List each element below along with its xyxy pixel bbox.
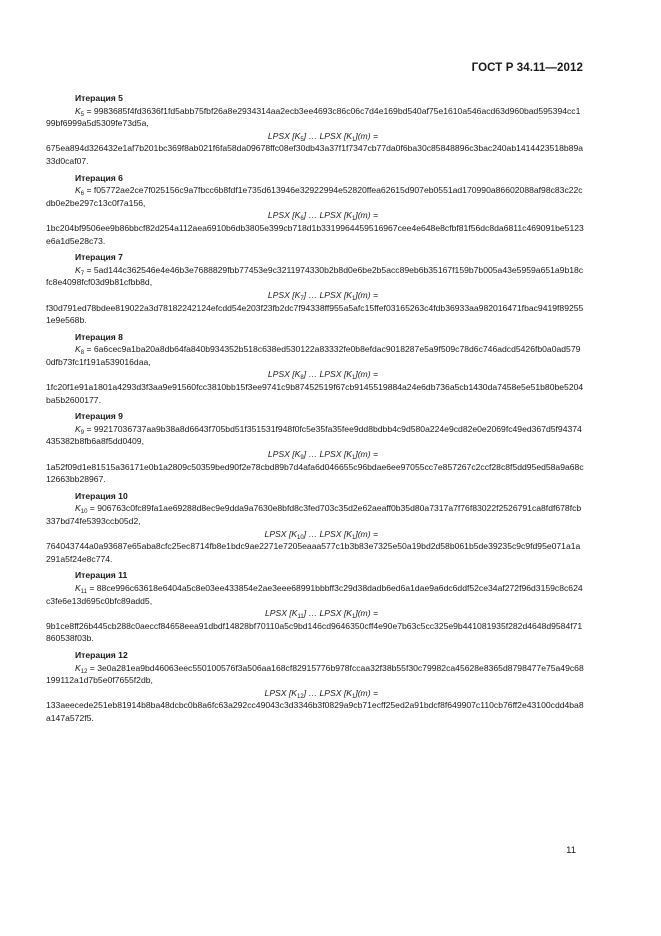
lpsx-formula [75,130,585,143]
iteration-result: 1fc20f1e91a1801a4293d3f3aa9e91560fcc3810bb15f3ee9741c9b87452519f67cb9145519884a24e6db736a5cb1430da7458e5e51b80be5204ba5b2600177. [46,382,584,405]
formula-subscript: 10 [297,534,304,541]
formula-subscript: 7 [300,295,304,302]
iteration-block [46,569,585,645]
formula-prefix: LPSX [K [267,130,301,141]
iteration-title: Итерация 8 [75,331,123,342]
k-subscript: 11 [80,588,87,595]
formula-middle: ] … LPSX [K [303,369,352,380]
iteration-title: Итерация 7 [75,252,123,263]
formula-middle: ] … LPSX [K [303,130,352,141]
iteration-result: 1bc204bf9506ee9b86bbcf82d254a112aea6910b6db3805e399cb718d1b3319964459516967cee4e648e8cfbf81f56dc8da6811c469091be5123e6a1d5e28c73. [46,222,584,246]
formula-middle: ] … LPSX [K [303,449,352,460]
k-symbol: K [75,423,81,434]
formula-subscript: 8 [300,375,304,382]
k-subscript: 8 [80,350,85,357]
k-symbol: K [75,344,81,355]
lpsx-formula [75,289,585,302]
iteration-block [46,649,585,725]
formula-middle: ] … LPSX [K [303,687,352,698]
standard-header: ГОСТ Р 34.11—2012 [471,62,583,74]
lpsx-formula [75,368,585,381]
k-hex: 88ce996c63618e6404a5c8e03ee433854e2ae3eee68991bbbff3c29d38dadb6ed6a1dae9a6dc6ddf52ce34af272f96d3159c8c624c3fe6e13d695c0bfc89add5, [46,582,583,606]
iteration-result: 764043744a0a93687e65aba8cfc25ec8714fb8e1bdc9ae2271e7205eaaa577c1b3b83e7325e50a19bd2d58b061b5de39235c9c9fd95e071a1a291a5f24e8c774. [46,541,581,564]
k-equals: = [86,582,97,593]
k-subscript: 5 [80,111,85,118]
round-key-value [46,582,585,607]
iterations-list [46,92,585,729]
iteration-result: 9b1ce8ff26b445cb288c0aeccf84658eea91dbdf14828bf70110a5c9bd146cd9646350cff4e90e7b63c5cc325e9b441081935f282d4648d9584f71860538f03b. [46,620,583,644]
k-symbol: K [75,503,81,514]
iteration-block [46,92,585,168]
k-hex: 9983685f4fd3636f1fd5abb75fbf26a8e2934314aa2ecb3ee4693c86c06c7d4e169bd540af75e1610a546acd63d960bad595394cc199bf6999a5d5309fe73d5a, [46,105,581,129]
k-equals: = [84,185,94,196]
formula-prefix: LPSX [K [265,608,298,619]
formula-subscript-1: 1 [351,295,356,302]
iteration-title: Итерация 5 [75,93,123,103]
formula-suffix: ](m) = [355,210,378,221]
iteration-title: Итерация 9 [75,411,123,422]
k-symbol: K [75,582,81,593]
k-equals: = [84,344,94,355]
lpsx-formula [75,607,585,620]
k-hex: 99217036737aa9b38a8d6643f705bd51f351531f948f0fc5e35fa35fee9dd8bdbb4c9d580a224e9cd82e0e2069fc49ed367d5f94374435382b8fb6a8f5dd0409, [46,423,582,447]
iteration-result: 1a52f09d1e81515a36171e0b1a2809c50359bed90f2e78cbd89b7d4afa6d046655c96bdae6ee97055cc7e857267c2ccf28c8f5dd95ed58a9a68c12663bb28967. [46,461,584,485]
iteration-title: Итерация 11 [75,570,128,581]
formula-suffix: ](m) = [355,289,378,300]
k-equals: = [84,105,94,116]
iteration-title: Итерация 12 [75,649,128,660]
round-key-value [46,423,585,448]
formula-subscript: 9 [300,455,304,462]
formula-subscript-1: 1 [351,534,356,541]
formula-subscript-1: 1 [351,455,356,462]
k-equals: = [87,662,98,673]
k-hex: f05772ae2ce7f025156c9a7fbcc6b8fdf1e735d613946e32922994e52820ffea62615d907eb0551ad170990a86602088af98c83c22cdb0e2be297c13c0f7a156, [46,185,583,208]
round-key-value [46,502,585,527]
formula-subscript-1: 1 [351,614,356,621]
formula-subscript: 12 [297,693,304,700]
k-symbol: K [75,264,81,275]
formula-suffix: ](m) = [355,369,378,380]
iteration-block [46,251,585,327]
k-subscript: 9 [80,429,85,436]
page-number: 11 [566,845,576,856]
formula-prefix: LPSX [K [267,210,301,221]
iteration-block [46,331,585,407]
k-symbol: K [75,185,81,196]
round-key-value [46,662,585,687]
iteration-block [46,490,585,566]
iteration-result: 675ea894d326432e1af7b201bc369f8ab021f6fa58da09678ffc08ef30db43a37f1f7347cb77da0f6ba30c85848896c3bac240ab1414423518b89a33d0caf07. [46,143,584,166]
iteration-block [46,410,585,486]
k-equals: = [84,264,94,275]
round-key-value [46,343,585,368]
k-subscript: 6 [80,191,85,198]
formula-middle: ] … LPSX [K [303,528,352,539]
k-subscript: 12 [80,668,88,675]
formula-suffix: ](m) = [355,130,378,141]
formula-suffix: ](m) = [355,449,378,460]
k-symbol: K [75,105,81,116]
formula-subscript: 5 [300,136,304,143]
k-hex: 906763c0fc89fa1ae69288d8ec9e9dda9a7630e8bfd8c3fed703c35d2e62aeaff0b35d80a7317a7f76f83022f2526791ca8fdf678fcb337bd74fe5393ccb05d2, [46,503,582,526]
lpsx-formula [75,209,585,222]
formula-prefix: LPSX [K [264,528,298,539]
formula-subscript-1: 1 [351,375,356,382]
formula-suffix: ](m) = [355,608,378,619]
iteration-title: Итерация 10 [75,490,128,501]
round-key-value [46,105,585,130]
formula-middle: ] … LPSX [K [303,608,352,619]
formula-subscript: 6 [300,216,304,223]
lpsx-formula [75,687,585,700]
round-key-value [46,264,585,289]
formula-suffix: ](m) = [355,528,378,539]
formula-subscript-1: 1 [351,693,356,700]
formula-prefix: LPSX [K [267,449,301,460]
lpsx-formula [75,528,585,541]
iteration-title: Итерация 6 [75,172,123,183]
k-hex: 3e0a281ea9bd46063eec550100576f3a506aa168cf82915776b978fccaa32f38b55f30c79982ca45628e8365d8798477e75a49c68199112a1d7b5e0f7655f2db, [46,662,584,686]
lpsx-formula [75,448,585,461]
k-hex: 5ad144c362546e4e46b3e7688829fbb77453e9c3211974330b2b8d0e6be2b5acc89eb6b35167f159b7b005a43e5959a651a9b18cfc8e4098fcf03d9b81cfbb8d, [46,264,584,288]
iteration-block [46,172,585,248]
k-equals: = [84,423,94,434]
formula-suffix: ](m) = [355,687,378,698]
formula-middle: ] … LPSX [K [303,210,352,221]
formula-middle: ] … LPSX [K [303,289,352,300]
k-equals: = [87,503,98,514]
iteration-result: 133aeecede251eb81914b8ba48dcbc0b8a6fc63a292cc49043c3d3346b3f0829a9cb71ecff25ed2a91bdcf8f649907c110cb76ff2e43100cdd4ba8a147a572f5. [46,700,584,723]
k-hex: 6a6cec9a1ba20a8db64fa840b934352b518c638ed530122a83332fe0b8efdac9018287e5a9f509c78d6c746adcd5426fb0a0ad5790dfb73fc1f191a539016daa, [46,344,581,367]
formula-prefix: LPSX [K [264,687,298,698]
k-subscript: 7 [80,270,85,277]
formula-prefix: LPSX [K [267,289,301,300]
iteration-result: f30d791ed78bdee819022a3d78182242124efcdd54e203f23fb2dc7f94338ff955a5afc15ffef03165263c4fdb36933aa982016471fbac9419f892551e9e568b. [46,302,584,326]
k-subscript: 10 [80,509,88,516]
formula-subscript-1: 1 [351,216,356,223]
formula-subscript-1: 1 [351,136,356,143]
round-key-value [46,184,585,209]
formula-prefix: LPSX [K [267,369,301,380]
formula-subscript: 11 [297,614,304,621]
k-symbol: K [75,662,81,673]
